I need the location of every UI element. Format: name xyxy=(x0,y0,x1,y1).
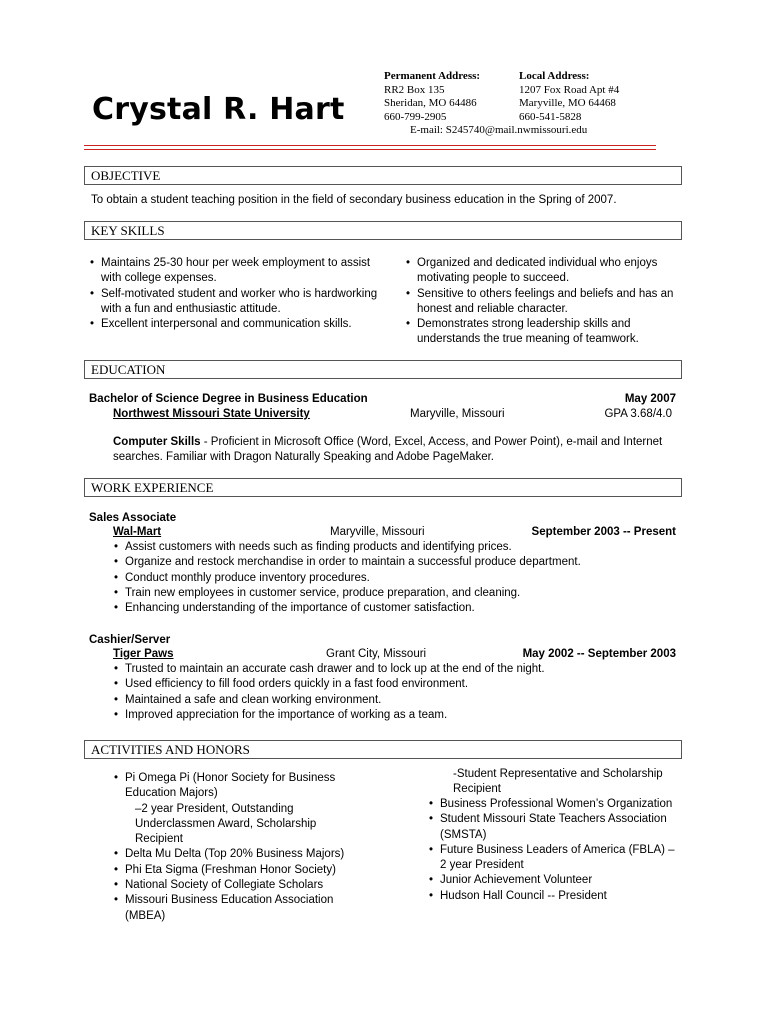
list-item: • Enhancing understanding of the importance of customer satisfaction. xyxy=(113,601,683,616)
activities-sub-note: -Student Representative and Scholarship Recipient xyxy=(453,768,663,795)
list-item: • Sensitive to others feelings and beliefs and has an honest and reliable character. xyxy=(405,287,675,318)
permanent-address xyxy=(384,70,514,124)
section-heading-education: EDUCATION xyxy=(84,360,682,379)
list-item: • Conduct monthly produce inventory procedures. xyxy=(113,571,683,586)
list-item: • National Society of Collegiate Scholars xyxy=(113,878,363,893)
local-address-label: Local Address: xyxy=(519,70,590,82)
list-item: • Demonstrates strong leadership skills and understands the true meaning of teamwork. xyxy=(405,317,675,348)
list-item: • Organize and restock merchandise in order to maintain a successful produce department. xyxy=(113,555,683,570)
job-title: Sales Associate xyxy=(89,512,177,524)
activities-list-right xyxy=(428,797,680,904)
skills-list-left xyxy=(89,256,379,332)
list-item: • Phi Eta Sigma (Freshman Honor Society) xyxy=(113,863,363,878)
local-address-line: 660-541-5828 xyxy=(519,110,582,123)
school-location: Maryville, Missouri xyxy=(410,408,505,420)
local-address-line: Maryville, MO 64468 xyxy=(519,97,616,109)
employer: Tiger Paws xyxy=(113,648,174,660)
permanent-address-line: RR2 Box 135 xyxy=(384,83,445,96)
computer-skills xyxy=(113,435,673,465)
list-item: • Self-motivated student and worker who is hardworking with a fun and enthusiastic attitude. xyxy=(89,287,379,318)
list-item: • Business Professional Women’s Organization xyxy=(428,797,680,812)
list-item: • Used efficiency to fill food orders quickly in a fast food environment. xyxy=(113,677,683,692)
job-location: Grant City, Missouri xyxy=(326,648,427,660)
computer-skills-label: Computer Skills xyxy=(113,436,201,448)
list-item: • Trusted to maintain an accurate cash drawer and to lock up at the end of the night. xyxy=(113,662,683,677)
activities-list-left xyxy=(113,771,363,924)
job-dates: September 2003 -- Present xyxy=(531,526,676,538)
section-heading-objective: OBJECTIVE xyxy=(84,166,682,185)
skills-list-right xyxy=(405,256,675,348)
list-item: • Delta Mu Delta (Top 20% Business Majors) xyxy=(113,847,363,862)
graduation-date: May 2007 xyxy=(624,393,676,405)
section-heading-key-skills: KEY SKILLS xyxy=(84,221,682,240)
list-item: • Maintained a safe and clean working environment. xyxy=(113,693,683,708)
list-item xyxy=(113,771,363,847)
list-item-sub: –2 year President, Outstanding Underclassmen Award, Scholarship Recipient xyxy=(135,802,317,846)
list-item: • Maintains 25-30 hour per week employment to assist with college expenses. xyxy=(89,256,379,287)
list-item: • Improved appreciation for the importance of working as a team. xyxy=(113,708,683,723)
header-divider xyxy=(84,145,656,146)
local-address xyxy=(519,70,669,124)
degree: Bachelor of Science Degree in Business Education xyxy=(89,393,368,405)
job-duties xyxy=(113,540,683,616)
email: E-mail: S245740@mail.nwmissouri.edu xyxy=(410,124,588,136)
job-duties xyxy=(113,662,683,723)
job-dates: May 2002 -- September 2003 xyxy=(522,648,676,660)
employer: Wal-Mart xyxy=(113,526,162,538)
list-item: • Organized and dedicated individual who enjoys motivating people to succeed. xyxy=(405,256,675,287)
list-item: • Train new employees in customer service, produce preparation, and cleaning. xyxy=(113,586,683,601)
objective-text: To obtain a student teaching position in the field of secondary business education in the Spring of 2007. xyxy=(91,194,617,206)
list-item: • Future Business Leaders of America (FBLA) – 2 year President xyxy=(428,843,680,874)
school-name: Northwest Missouri State University xyxy=(113,408,310,420)
list-item: • Excellent interpersonal and communication skills. xyxy=(89,317,379,332)
list-item: • Junior Achievement Volunteer xyxy=(428,873,680,888)
job-location: Maryville, Missouri xyxy=(330,526,425,538)
section-heading-work-experience: WORK EXPERIENCE xyxy=(84,478,682,497)
section-heading-activities-honors: ACTIVITIES AND HONORS xyxy=(84,740,682,759)
candidate-name: Crystal R. Hart xyxy=(92,92,345,127)
computer-skills-text: - Proficient in Microsoft Office (Word, Excel, Access, and Power Point), e-mail and Internet searches. Familiar with Dragon Naturally Speaking and Adobe PageMaker. xyxy=(113,436,663,463)
local-address-line: 1207 Fox Road Apt #4 xyxy=(519,83,620,96)
gpa: GPA 3.68/4.0 xyxy=(604,408,672,420)
permanent-address-line: 660-799-2905 xyxy=(384,110,447,123)
permanent-address-label: Permanent Address: xyxy=(384,70,481,82)
header-divider xyxy=(84,149,656,150)
permanent-address-line: Sheridan, MO 64486 xyxy=(384,97,477,109)
list-item: • Hudson Hall Council -- President xyxy=(428,889,680,904)
list-item: • Student Missouri State Teachers Association (SMSTA) xyxy=(428,812,680,843)
job-title: Cashier/Server xyxy=(89,634,171,646)
list-item-text: Pi Omega Pi (Honor Society for Business Education Majors) xyxy=(125,772,336,800)
list-item: • Assist customers with needs such as finding products and identifying prices. xyxy=(113,540,683,555)
list-item: • Missouri Business Education Association (MBEA) xyxy=(113,893,363,924)
